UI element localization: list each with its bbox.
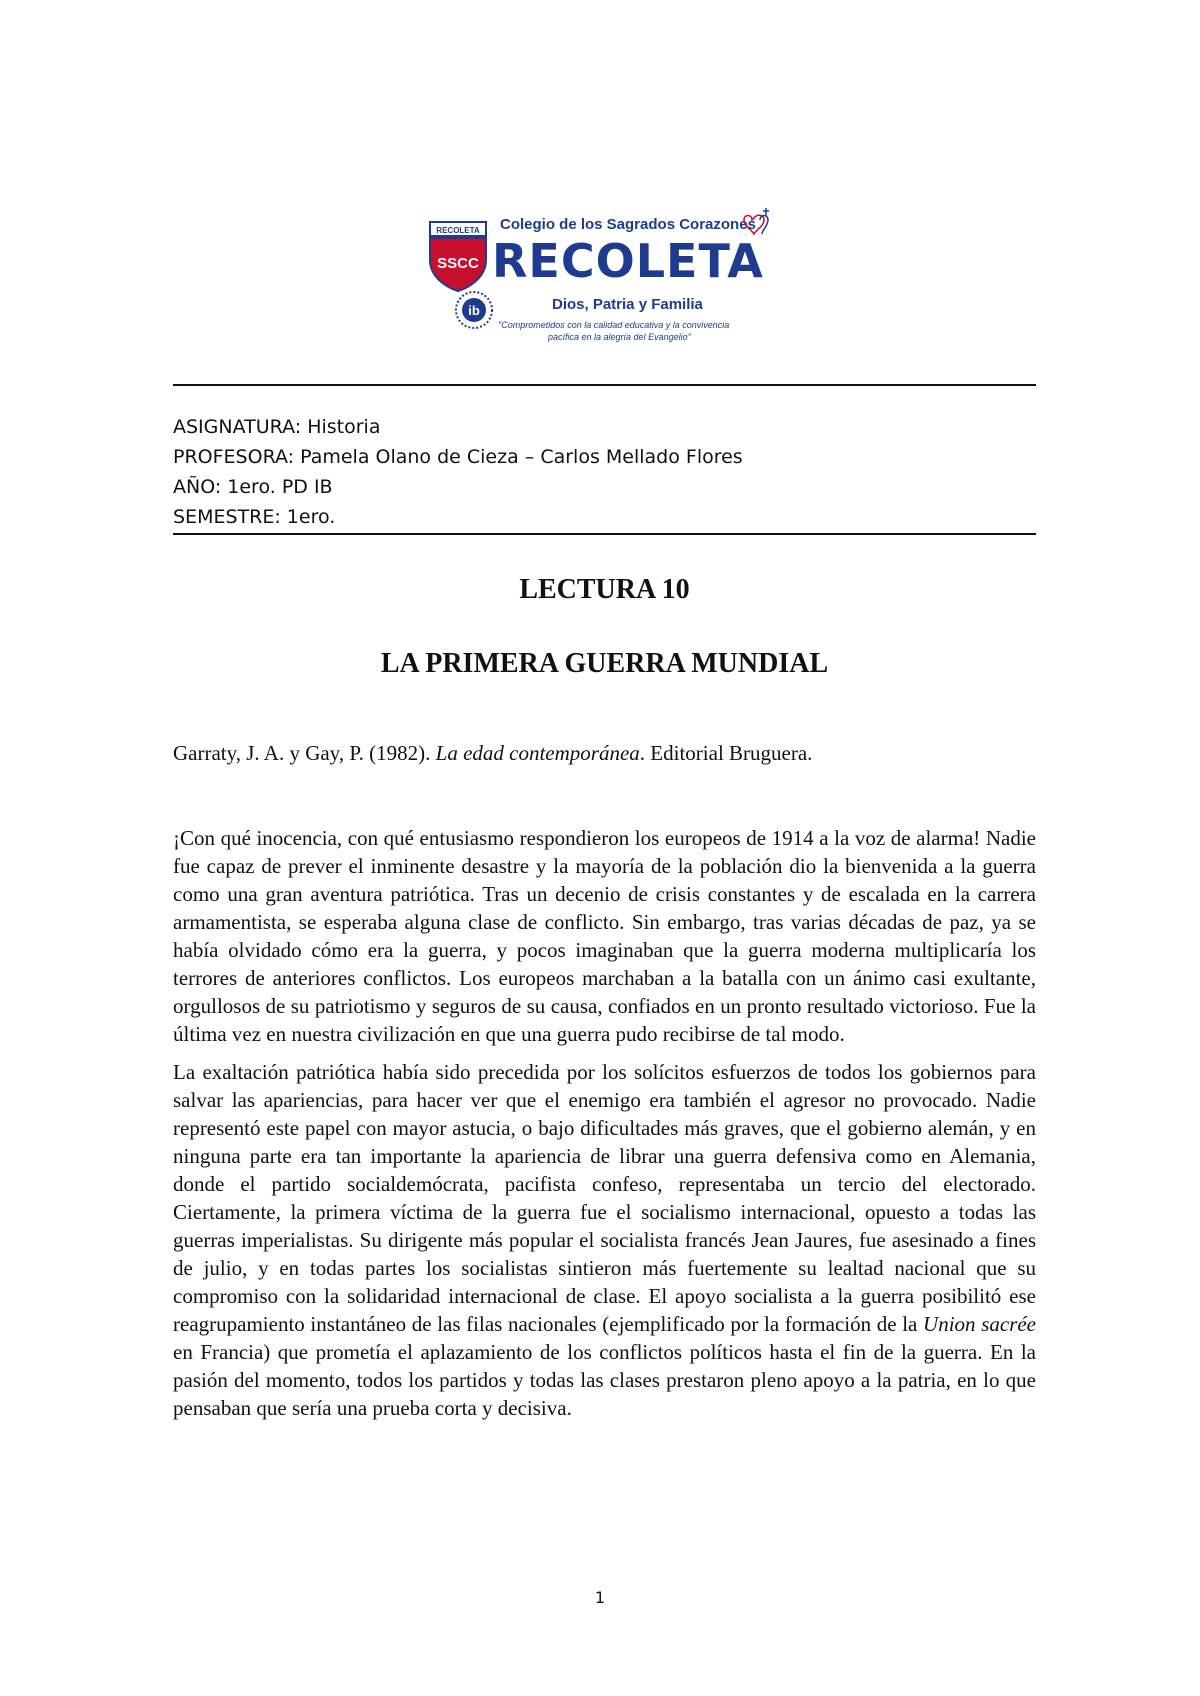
citation-authors: Garraty, J. A. y Gay, P. (1982). xyxy=(173,741,436,765)
page-number: 1 xyxy=(594,1588,606,1607)
ib-logo-icon xyxy=(454,290,494,330)
logo-tagline-line-2: pacífica en la alegría del Evangelio" xyxy=(548,332,691,342)
citation-book-title: La edad contemporánea xyxy=(435,741,640,765)
semester-value: 1ero. xyxy=(286,506,336,528)
subject-line xyxy=(173,412,1036,442)
svg-text:ib: ib xyxy=(468,303,480,318)
semester-label: SEMESTRE: xyxy=(173,506,281,528)
bibliographic-citation xyxy=(173,738,1036,768)
logo-motto: Dios, Patria y Familia xyxy=(552,296,703,313)
citation-publisher: . Editorial Bruguera. xyxy=(639,741,813,765)
header-bottom-rule xyxy=(173,533,1036,535)
subject-label: ASIGNATURA: xyxy=(173,416,302,438)
reading-body xyxy=(173,824,1036,1432)
school-logo xyxy=(428,208,778,348)
paragraph-2-italic-term: Union sacrée xyxy=(923,1312,1037,1336)
course-info xyxy=(173,412,1036,532)
logo-school-name: Colegio de los Sagrados Corazones xyxy=(500,216,756,233)
year-label: AÑO: xyxy=(173,476,222,498)
paragraph-2 xyxy=(173,1058,1036,1422)
logo-tagline-line-1: "Comprometidos con la calidad educativa y la convivencia xyxy=(498,320,730,330)
svg-text:RECOLETA: RECOLETA xyxy=(436,226,480,235)
header-top-rule xyxy=(173,384,1036,386)
teacher-line xyxy=(173,442,1036,472)
logo-wordmark: RECOLETA xyxy=(492,234,764,288)
svg-text:SSCC: SSCC xyxy=(437,255,479,272)
reading-number-title: LECTURA 10 xyxy=(519,574,690,605)
paragraph-2-part-2: en Francia) que prometía el aplazamiento de los conflictos políticos hasta el fin de la guerra. En la pasión del momento, todos los partidos y todas las clases prestaron pleno apoyo a la patria, en lo que pensaban que sería una prueba corta y decisiva. xyxy=(173,1340,1036,1420)
school-shield-icon xyxy=(428,220,488,292)
teacher-label: PROFESORA: xyxy=(173,446,295,468)
teacher-value: Pamela Olano de Cieza – Carlos Mellado Flores xyxy=(300,446,743,468)
semester-line xyxy=(173,502,1036,532)
paragraph-2-part-1: La exaltación patriótica había sido precedida por los solícitos esfuerzos de todos los gobiernos para salvar las apariencias, para hacer ver que el enemigo era también el agresor no provocado. Nadie representó este papel con mayor astucia, o bajo dificultades más graves, que el gobierno alemán, y en ninguna parte era tan importante la apariencia de librar una guerra defensiva como en Alemania, donde el partido socialdemócrata, pacifista confeso, representaba un tercio del electorado. Ciertamente, la primera víctima de la guerra fue el socialismo internacional, opuesto a todas las guerras imperialistas. Su dirigente más popular el socialista francés Jean Jaures, fue asesinado a fines de julio, y en todas partes los socialistas sintieron más fuertemente su lealtad nacional que su compromiso con la solidaridad internacional de clase. El apoyo socialista a la guerra posibilitó ese reagrupamiento instantáneo de las filas nacionales (ejemplificado por la formación de la xyxy=(173,1060,1036,1336)
paragraph-1: ¡Con qué inocencia, con qué entusiasmo respondieron los europeos de 1914 a la voz de alarma! Nadie fue capaz de prever el inminente desastre y la mayoría de la población dio la bienvenida a la guerra como una gran aventura patriótica. Tras un decenio de crisis constantes y de escalada en la carrera armamentista, se esperaba alguna clase de conflicto. Sin embargo, tras varias décadas de paz, ya se había olvidado cómo era la guerra, y pocos imaginaban que la guerra moderna multiplicaría los terrores de anteriores conflictos. Los europeos marchaban a la batalla con un ánimo casi exultante, orgullosos de su patriotismo y seguros de su causa, confiados en un pronto resultado victorioso. Fue la última vez en nuestra civilización en que una guerra pudo recibirse de tal modo. xyxy=(173,826,1036,1046)
reading-topic-title: LA PRIMERA GUERRA MUNDIAL xyxy=(380,648,829,679)
subject-value: Historia xyxy=(307,416,381,438)
year-line xyxy=(173,472,1036,502)
year-value: 1ero. PD IB xyxy=(227,476,333,498)
